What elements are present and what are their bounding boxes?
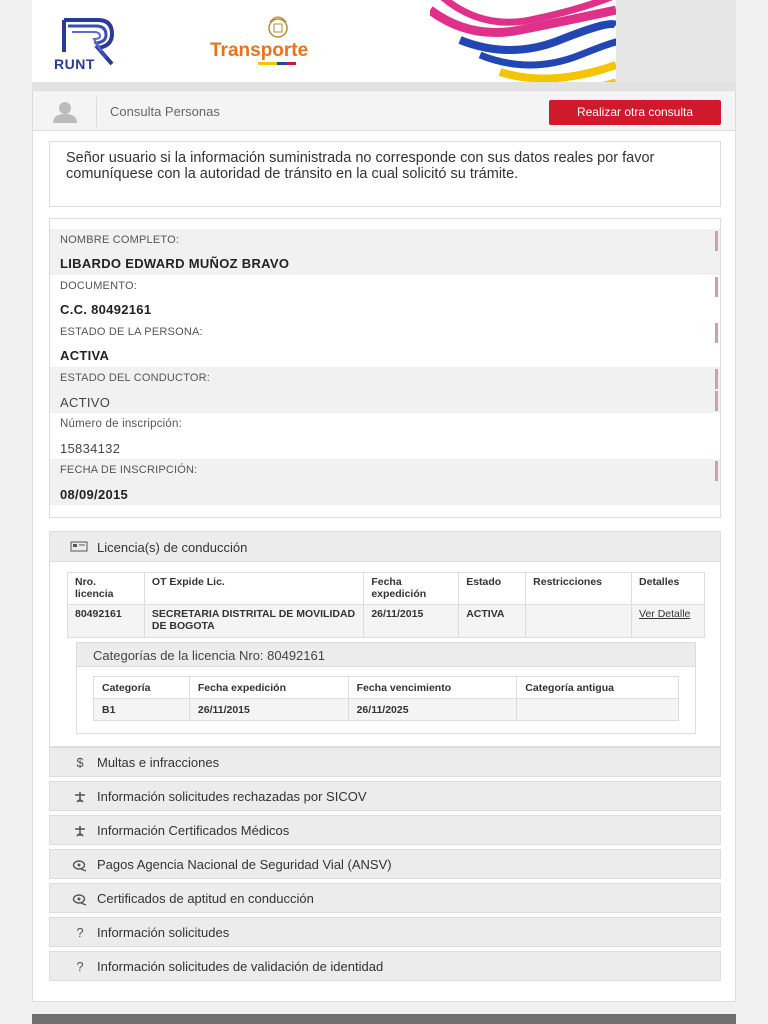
col-categoria-antigua: Categoría antigua [517,677,679,699]
money-icon [72,857,88,873]
cell-nro: 80492161 [68,605,145,638]
nombre-value: LIBARDO EDWARD MUÑOZ BRAVO [60,256,290,271]
toolbar-separator [96,97,97,127]
main-panel [32,90,736,1002]
row-marker [715,369,718,389]
nombre-row [50,229,720,275]
question-icon: ? [76,925,84,940]
transporte-logo-text: Transporte [210,40,309,61]
medical-icon [72,789,88,805]
fecha-inscripcion-label: FECHA DE INSCRIPCIÓN: [60,464,198,476]
section-title: Pagos Agencia Nacional de Seguridad Vial (ANSV) [97,857,392,872]
cell-expedicion: 26/11/2015 [189,699,348,721]
licencias-section [49,531,721,747]
col-estado: Estado [459,573,526,605]
ver-detalle-link[interactable]: Ver Detalle [639,608,691,620]
certificados-aptitud-section[interactable] [49,883,721,913]
row-marker [715,461,718,481]
sicov-section[interactable] [49,781,721,811]
table-row [94,699,679,721]
documento-label: DOCUMENTO: [60,280,137,292]
toolbar [33,91,735,131]
flag-bar [258,62,296,65]
license-card-icon [70,540,88,552]
col-nro-licencia: Nro. licencia [68,573,145,605]
col-categoria: Categoría [94,677,190,699]
cell-detalles [632,605,705,638]
section-title: Información solicitudes [97,925,230,940]
categorias-title: Categorías de la licencia Nro: 80492161 [93,648,325,663]
cell-estado: ACTIVA [459,605,526,638]
section-title: Información solicitudes de validación de identidad [97,959,384,974]
validacion-identidad-section[interactable] [49,951,721,981]
cell-ot: SECRETARIA DISTRITAL DE MOVILIDAD DE BOGOTA [144,605,363,638]
col-ot-expide: OT Expide Lic. [144,573,363,605]
estado-persona-label: ESTADO DE LA PERSONA: [60,326,203,338]
cell-fecha: 26/11/2015 [364,605,459,638]
section-title: Información solicitudes rechazadas por SICOV [97,789,367,804]
cell-vencimiento: 26/11/2025 [348,699,517,721]
inscripcion-label: Número de inscripción: [60,418,183,430]
section-title: Certificados de aptitud en conducción [97,891,314,906]
multas-section[interactable] [49,747,721,777]
documento-row [50,275,720,321]
col-fecha-expedicion: Fecha expedición [364,573,459,605]
medical-icon [72,823,88,839]
person-info-panel [49,218,721,518]
row-marker [715,231,718,251]
solicitudes-section[interactable] [49,917,721,947]
col-detalles: Detalles [632,573,705,605]
fecha-inscripcion-row [50,459,720,505]
licencias-header[interactable] [50,532,720,562]
estado-conductor-row [50,367,720,413]
money-icon [72,891,88,907]
row-marker [715,391,718,411]
estado-conductor-label: ESTADO DEL CONDUCTOR: [60,372,211,384]
row-marker [715,277,718,297]
nombre-label: NOMBRE COMPLETO: [60,234,180,246]
cell-categoria: B1 [94,699,190,721]
section-title: Multas e infracciones [97,755,220,770]
col-fecha-vencimiento: Fecha vencimiento [348,677,517,699]
inscripcion-row [50,413,720,459]
decorative-waves [430,0,616,84]
categorias-header [77,643,695,667]
section-title: Información Certificados Médicos [97,823,290,838]
inscripcion-value: 15834132 [60,441,121,456]
notice-message: Señor usuario si la información suministrada no corresponde con sus datos reales por favor comuníquese con la autoridad de tránsito en la cual solicitó su trámite. [49,141,721,207]
estado-persona-value: ACTIVA [60,348,110,363]
footer-bar [32,1014,736,1024]
licencias-title: Licencia(s) de conducción [97,540,248,555]
fecha-inscripcion-value: 08/09/2015 [60,487,129,502]
table-header-row [94,677,679,699]
cell-restricciones [526,605,632,638]
cell-antigua [517,699,679,721]
header-divider [32,82,736,90]
col-fecha-expedicion: Fecha expedición [189,677,348,699]
runt-logo-text: RUNT [54,56,95,72]
user-icon [49,101,81,123]
documento-value: C.C. 80492161 [60,302,152,317]
table-header-row [68,573,705,605]
categorias-panel [76,642,696,734]
table-row [68,605,705,638]
certificados-medicos-section[interactable] [49,815,721,845]
col-restricciones: Restricciones [526,573,632,605]
pagos-ansv-section[interactable] [49,849,721,879]
question-icon: ? [76,959,84,974]
estado-conductor-value: ACTIVO [60,395,111,410]
estado-persona-row [50,321,720,367]
row-marker [715,323,718,343]
dollar-icon: $ [76,755,84,770]
page-title: Consulta Personas [110,104,220,119]
new-query-button[interactable]: Realizar otra consulta [549,100,721,125]
licencias-table [67,572,705,638]
header-gray-panel [616,0,736,84]
categorias-table [93,676,679,721]
